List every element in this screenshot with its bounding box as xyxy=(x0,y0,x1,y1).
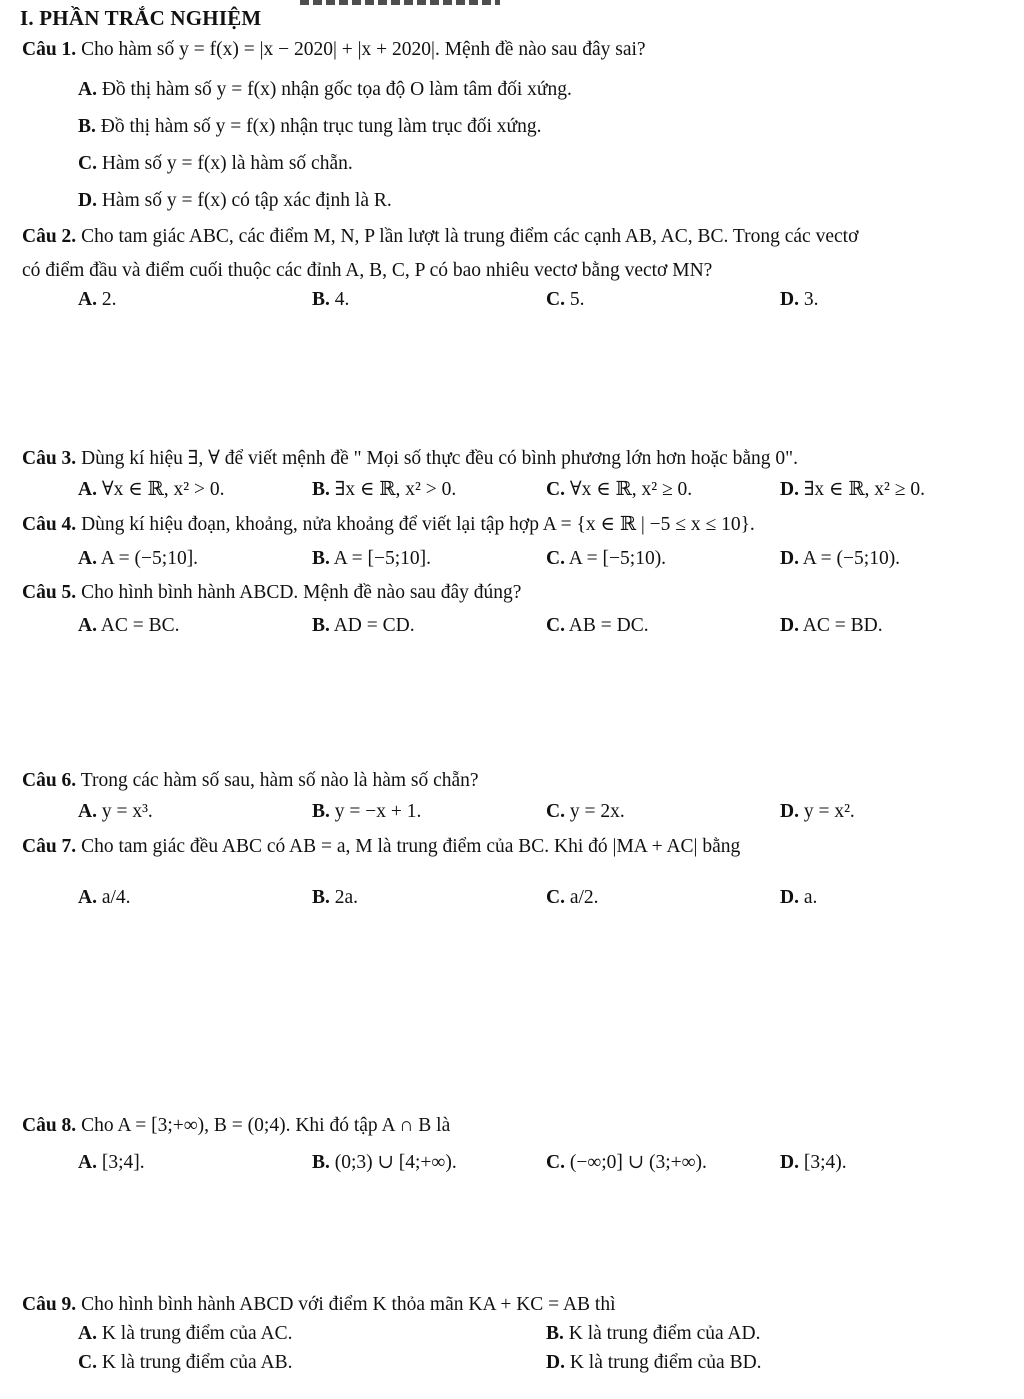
option-9d: D. K là trung điểm của BD. xyxy=(546,1352,762,1373)
option-8a: A. [3;4]. xyxy=(78,1152,145,1173)
cropped-header-remnant xyxy=(300,0,500,5)
question-label: Câu 2. xyxy=(22,226,77,247)
question-label: Câu 7. xyxy=(22,836,77,857)
question-stem: Cho hình bình hành ABCD với điểm K thỏa mãn KA + KC = AB thì xyxy=(81,1294,616,1315)
question-2-continued xyxy=(22,258,712,284)
option-8b: B. (0;3) ∪ [4;+∞). xyxy=(312,1152,457,1173)
option-5a: A. AC = BC. xyxy=(78,615,180,636)
question-3 xyxy=(22,446,798,472)
option-6c: C. y = 2x. xyxy=(546,801,625,822)
question-stem: Trong các hàm số sau, hàm số nào là hàm số chẵn? xyxy=(80,770,479,791)
option-4b: B. A = [−5;10]. xyxy=(312,548,431,569)
option-2a: A. 2. xyxy=(78,289,117,310)
question-stem: Dùng kí hiệu đoạn, khoảng, nửa khoảng để viết lại tập hợp A = {x ∈ ℝ | −5 ≤ x ≤ 10}. xyxy=(81,514,755,535)
question-8 xyxy=(22,1113,450,1139)
option-2b: B. 4. xyxy=(312,289,350,310)
option-9c: C. K là trung điểm của AB. xyxy=(78,1352,293,1373)
question-label: Câu 4. xyxy=(22,514,77,535)
option-1d: D. Hàm số y = f(x) có tập xác định là R. xyxy=(78,190,392,211)
question-label: Câu 8. xyxy=(22,1115,77,1136)
option-1b: B. Đồ thị hàm số y = f(x) nhận trục tung làm trục đối xứng. xyxy=(78,116,542,137)
option-7c: C. a/2. xyxy=(546,887,599,908)
option-4d: D. A = (−5;10). xyxy=(780,548,901,569)
question-stem: Dùng kí hiệu ∃, ∀ để viết mệnh đề " Mọi số thực đều có bình phương lớn hơn hoặc bằng 0". xyxy=(81,448,799,469)
question-label: Câu 1. xyxy=(22,39,77,60)
option-3b: B. ∃x ∈ ℝ, x² > 0. xyxy=(312,479,457,500)
option-2c: C. 5. xyxy=(546,289,585,310)
option-8c: C. (−∞;0] ∪ (3;+∞). xyxy=(546,1152,707,1173)
option-5c: C. AB = DC. xyxy=(546,615,649,636)
option-6a: A. y = x³. xyxy=(78,801,153,822)
option-7a: A. a/4. xyxy=(78,887,131,908)
question-stem: Cho hình bình hành ABCD. Mệnh đề nào sau đây đúng? xyxy=(81,582,522,603)
option-3c: C. ∀x ∈ ℝ, x² ≥ 0. xyxy=(546,479,693,500)
option-4a: A. A = (−5;10]. xyxy=(78,548,199,569)
question-9 xyxy=(22,1292,616,1318)
question-stem: Cho tam giác đều ABC có AB = a, M là trung điểm của BC. Khi đó |MA + AC| bằng xyxy=(81,836,741,857)
option-3d: D. ∃x ∈ ℝ, x² ≥ 0. xyxy=(780,479,925,500)
option-7d: D. a. xyxy=(780,887,818,908)
question-7 xyxy=(22,834,740,860)
question-5 xyxy=(22,580,521,606)
question-1 xyxy=(22,37,646,63)
question-label: Câu 6. xyxy=(22,770,77,791)
question-label: Câu 3. xyxy=(22,448,77,469)
option-6d: D. y = x². xyxy=(780,801,855,822)
option-4c: C. A = [−5;10). xyxy=(546,548,667,569)
option-8d: D. [3;4). xyxy=(780,1152,847,1173)
option-5d: D. AC = BD. xyxy=(780,615,883,636)
option-9b: B. K là trung điểm của AD. xyxy=(546,1323,761,1344)
option-6b: B. y = −x + 1. xyxy=(312,801,422,822)
question-stem: Cho A = [3;+∞), B = (0;4). Khi đó tập A ∩ B là xyxy=(81,1115,451,1136)
question-stem: Cho tam giác ABC, các điểm M, N, P lần lượt là trung điểm các cạnh AB, AC, BC. Trong các vectơ xyxy=(81,226,859,247)
option-5b: B. AD = CD. xyxy=(312,615,415,636)
question-2 xyxy=(22,224,858,250)
option-1a: A. Đồ thị hàm số y = f(x) nhận gốc tọa độ O làm tâm đối xứng. xyxy=(78,79,572,100)
question-stem-2: có điểm đầu và điểm cuối thuộc các đỉnh A, B, C, P có bao nhiêu vectơ bằng vectơ MN? xyxy=(22,260,713,281)
option-2d: D. 3. xyxy=(780,289,819,310)
question-label: Câu 9. xyxy=(22,1294,77,1315)
question-stem: Cho hàm số y = f(x) = |x − 2020| + |x + 2020|. Mệnh đề nào sau đây sai? xyxy=(81,39,646,60)
question-4 xyxy=(22,512,755,538)
option-9a: A. K là trung điểm của AC. xyxy=(78,1323,293,1344)
option-3a: A. ∀x ∈ ℝ, x² > 0. xyxy=(78,479,225,500)
question-6 xyxy=(22,768,479,794)
option-7b: B. 2a. xyxy=(312,887,359,908)
section-title: I. PHẦN TRẮC NGHIỆM xyxy=(20,6,262,30)
option-1c: C. Hàm số y = f(x) là hàm số chẵn. xyxy=(78,153,353,174)
question-label: Câu 5. xyxy=(22,582,77,603)
